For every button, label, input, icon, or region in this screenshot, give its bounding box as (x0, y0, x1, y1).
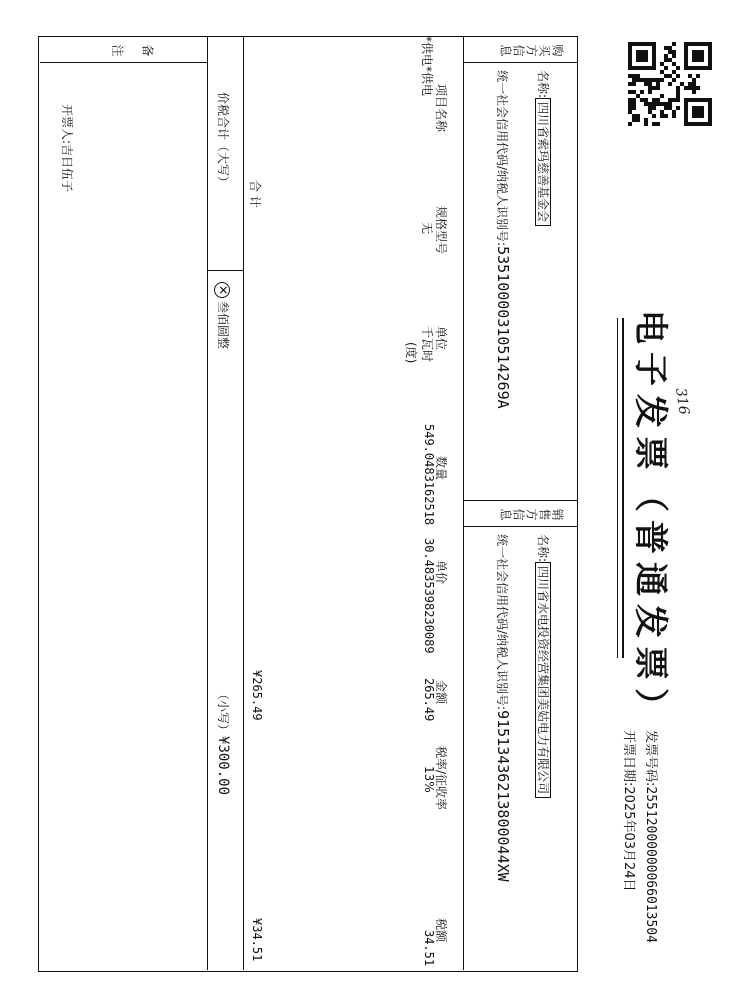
total-words: ✕叁佰圆整 (215, 282, 233, 349)
header-tax-rate: 税率/征收率 (434, 746, 448, 811)
party-split (464, 500, 578, 501)
cross-circle-icon: ✕ (215, 282, 231, 298)
handwritten-note: 316 (672, 387, 692, 416)
remarks-divider (40, 62, 208, 63)
sum-amount: ¥265.49 (250, 670, 264, 721)
total-split (208, 270, 244, 271)
seller-side-label: 销售方信息 (499, 507, 564, 521)
totals-top-line (243, 36, 244, 970)
seller-name: 名称:四川省水电投资经营集团美姑电力有限公司 (535, 534, 552, 798)
item-tax: 34.51 (422, 930, 436, 967)
issue-date: 开票日期:2025年03月24日 (621, 730, 636, 892)
item-spec: 无 (420, 222, 434, 235)
total-label: 价税合计（大写） (216, 92, 230, 189)
header-item-name: 项目名称 (434, 84, 448, 133)
party-row-divider (463, 36, 464, 970)
item-amount: 265.49 (422, 678, 436, 722)
qr-code (628, 42, 712, 126)
header-price: 单价 (434, 560, 448, 585)
item-unit: 千瓦时 (420, 326, 434, 363)
invoice-title: 电子发票（普通发票） (630, 310, 670, 730)
header-spec: 规格型号 (434, 206, 448, 255)
title-underline (622, 318, 624, 658)
issuer: 开票人:吉日伍子 (60, 104, 74, 193)
header-unit: 单位 (434, 326, 448, 351)
total-small: （小写）¥300.00 (215, 688, 231, 796)
seller-label-divider (464, 526, 578, 527)
sum-label: 合 计 (248, 180, 262, 208)
totals-bottom-line (207, 36, 208, 970)
buyer-name: 名称:四川省索玛慈善基金会 (535, 70, 552, 226)
remarks-label: 备注 (94, 43, 154, 57)
item-quantity: 549.0483162518 (422, 424, 436, 526)
buyer-tax-id: 统一社会信用代码/纳税人识别号:53510000310514269A (494, 70, 512, 409)
title-underline-2 (617, 318, 618, 658)
seller-tax-id: 统一社会信用代码/纳税人识别号:91513436213800044XW (494, 534, 512, 882)
item-price: 30.4835398230089 (422, 538, 436, 654)
header-amount: 金额 (434, 680, 448, 705)
header-tax: 税额 (434, 918, 448, 943)
item-name: *供电*供电 (420, 36, 434, 97)
buyer-side-label: 购买方信息 (499, 43, 564, 57)
invoice-number: 发票号码:25512000000066013504 (643, 730, 658, 943)
buyer-label-divider (464, 62, 578, 63)
item-tax-rate: 13% (422, 766, 436, 793)
header-quantity: 数量 (434, 456, 448, 481)
sum-tax: ¥34.51 (250, 918, 264, 962)
item-unit-suffix: (度) (404, 342, 418, 364)
